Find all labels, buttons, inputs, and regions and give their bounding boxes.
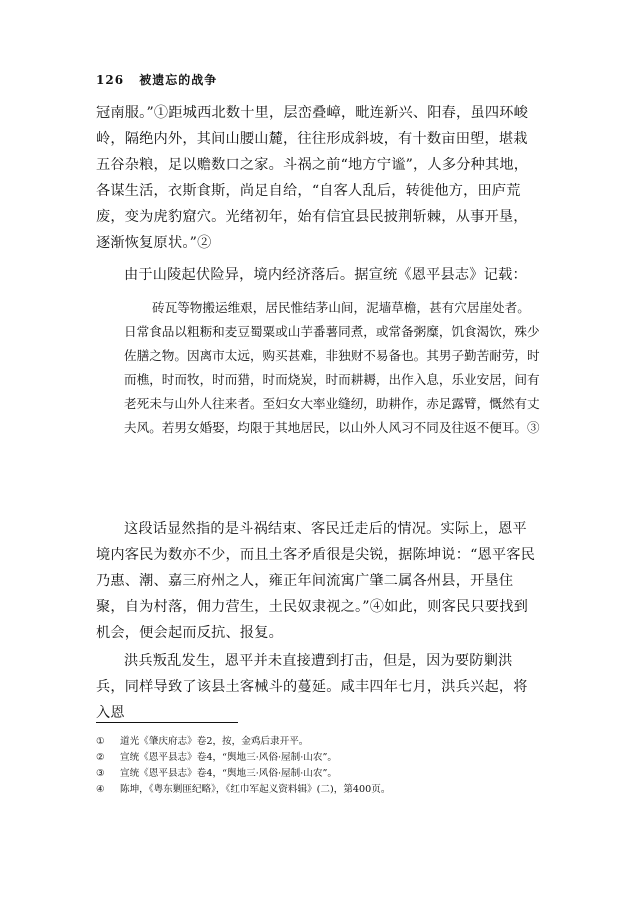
footnote bbox=[96, 734, 546, 750]
block-quote bbox=[124, 296, 540, 440]
footnote-text: 宣统《恩平县志》卷4，“舆地三·风俗·屋制·山农”。 bbox=[120, 752, 337, 763]
footnote-mark: ① bbox=[96, 736, 105, 747]
paragraph-text: 这段话显然指的是斗祸结束、客民迁走后的情况。实际上，恩平境内客民为数亦不少，而且土客矛盾很是尖锐，据陈坤说：“恩平客民乃惠、潮、嘉三府州之人，雍正年间流寓广肇二属各州县，开垦住聚，自为村落，佣力营生，土民奴隶视之。”④如此，则客民只要找到机会，便会起而反抗、报复。 bbox=[96, 521, 536, 641]
paragraph-text: 冠南服。”①距城西北数十里，层峦叠嶂，毗连新兴、阳春，虽四环峻岭，隔绝内外，其间山腰山麓，往往形成斜坡，有十数亩田塱，堪栽五谷杂粮，足以赡数口之家。斗祸之前“地方宁谧”，人多分种其地，各谋生活，衣斯食斯，尚足自给，“自客人乱后，转徙他方，田庐荒废，变为虎豹窟穴。光绪初年，始有信宜县民披荆斩棘，从事开垦，逐渐恢复原状。”② bbox=[96, 105, 529, 251]
footnote bbox=[96, 766, 546, 782]
footnote-mark: ④ bbox=[96, 784, 105, 795]
footnote-divider bbox=[96, 722, 238, 723]
page-header bbox=[96, 71, 217, 88]
footnotes bbox=[96, 734, 546, 798]
footnote-mark: ② bbox=[96, 752, 105, 763]
footnote bbox=[96, 782, 546, 798]
paragraph-1 bbox=[96, 100, 540, 256]
paragraph-text: 洪兵叛乱发生，恩平并未直接遭到打击，但是，因为要防剿洪兵，同样导致了该县土客械斗的蔓延。咸丰四年七月，洪兵兴起，将入恩 bbox=[96, 653, 528, 721]
footnote bbox=[96, 750, 546, 766]
quote-text: 砖瓦等物搬运维艰，居民惟结茅山间，泥墙草檐，甚有穴居崖处者。日常食品以粗粝和麦豆蜀粟或山芋番薯同煮，或常备粥糜，饥食渴饮，殊少佐膳之物。因离市太远，购买甚难，非独财不易备也。其男子勤苦耐劳，时而樵，时而牧，时而猎，时而烧炭，时而耕耨，出作入息，乐业安居，间有老死未与山外人往来者。至妇女大率业缝纫，助耕作，赤足露臂，慨然有丈夫风。若男女婚娶，均限于其地居民，以山外人风习不同及往返不便耳。③ bbox=[124, 300, 540, 435]
paragraph-2 bbox=[96, 262, 540, 288]
footnote-text: 宣统《恩平县志》卷4，“舆地三·风俗·屋制·山农”。 bbox=[120, 768, 337, 779]
footnote-text: 陈坤，《粤东剿匪纪略》，《红巾军起义资料辑》(二)，第400页。 bbox=[120, 784, 391, 795]
paragraph-3 bbox=[96, 516, 540, 646]
footnote-mark: ③ bbox=[96, 768, 105, 779]
paragraph-4 bbox=[96, 648, 540, 726]
footnote-text: 道光《肇庆府志》卷2，按，金鸡后隶开平。 bbox=[120, 736, 309, 747]
paragraph-text: 由于山陵起伏险异，境内经济落后。据宣统《恩平县志》记载： bbox=[124, 267, 527, 283]
running-title: 被遗忘的战争 bbox=[139, 73, 218, 87]
page-number: 126 bbox=[96, 73, 125, 87]
